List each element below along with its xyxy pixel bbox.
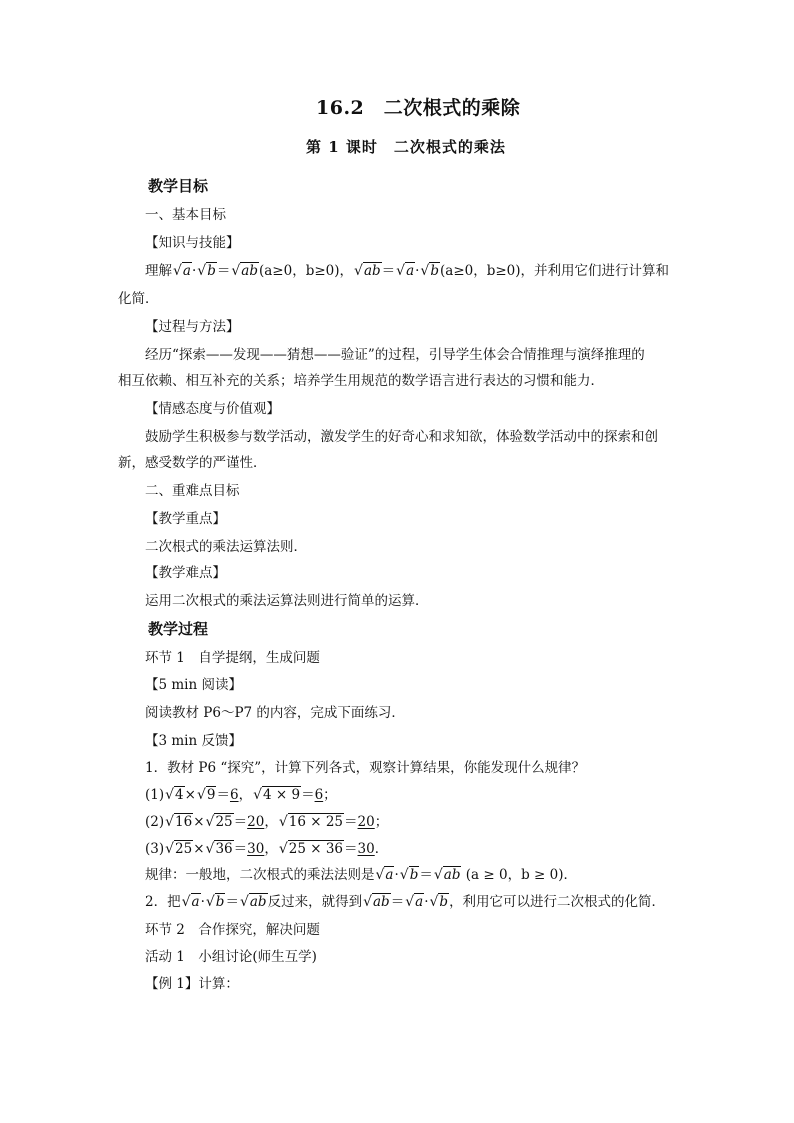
condition-1: (a≥0，b≥0)， [258, 263, 354, 279]
knowledge-skill-heading: 【知识与技能】 [145, 235, 240, 251]
process-paragraph-line2: 相互依赖、相互补充的关系；培养学生用规范的数学语言进行表达的习惯和能力． [118, 373, 604, 389]
sqrt-a: √a [173, 263, 191, 279]
lesson-subtitle: 第 1 课时 二次根式的乘法 [306, 138, 506, 156]
exercise-2: (2)√16×√25＝20，√16 × 25＝20； [145, 814, 389, 830]
attitude-paragraph-line2: 新，感受数学的严谨性． [118, 455, 267, 471]
process-paragraph-line1: 经历“探索——发现——猜想——验证”的过程，引导学生体会合情推理与演绎推理的 [145, 347, 645, 363]
sqrt-ab-2: √ab [354, 263, 381, 279]
basic-goal-heading: 一、基本目标 [145, 207, 226, 223]
condition-2: (a≥0，b≥0)，并利用它们进行计算和 [440, 263, 670, 279]
question-1: 1．教材 P6 “探究”，计算下列各式，观察计算结果，你能发现什么规律？ [145, 760, 586, 776]
page-title: 16.2 二次根式的乘除 [316, 97, 521, 119]
key-point-text: 二次根式的乘法运算法则． [145, 539, 307, 555]
difficulty-text: 运用二次根式的乘法运算法则进行简单的运算． [145, 593, 429, 609]
attitude-heading: 【情感态度与价值观】 [145, 401, 280, 417]
activity1-heading: 活动 1 小组讨论(师生互学) [145, 949, 317, 965]
exercise-3: (3)√25×√36＝30，√25 × 36＝30． [145, 841, 389, 857]
question-2: 2．把√a·√b＝√ab反过来，就得到√ab＝√a·√b，利用它可以进行二次根式的化简． [145, 894, 666, 910]
sqrt-ab: √ab [231, 263, 258, 279]
feedback-heading: 【3 min 反馈】 [145, 733, 242, 749]
heading-teaching-goals: 教学目标 [148, 177, 209, 195]
difficulty-heading: 【教学难点】 [145, 565, 226, 581]
rule-line: 规律：一般地，二次根式的乘法法则是√a·√b＝√ab (a ≥ 0，b ≥ 0)． [145, 867, 577, 883]
knowledge-paragraph-line1: 理解√a·√b＝√ab(a≥0，b≥0)，√ab＝√a·√b(a≥0，b≥0)，并利用它们进行计算和 [145, 263, 670, 279]
example1-heading: 【例 1】计算： [145, 976, 239, 992]
reading-heading: 【5 min 阅读】 [145, 677, 242, 693]
text-understand: 理解 [145, 263, 172, 279]
exercise-1: (1)√4×√9＝6，√4 × 9＝6； [145, 787, 337, 803]
step1-heading: 环节 1 自学提纲，生成问题 [145, 650, 320, 666]
sqrt-b-2: √b [420, 263, 439, 279]
key-goal-heading: 二、重难点目标 [145, 483, 240, 499]
sqrt-a-2: √a [396, 263, 415, 279]
key-point-heading: 【教学重点】 [145, 511, 226, 527]
step2-heading: 环节 2 合作探究，解决问题 [145, 922, 320, 938]
knowledge-paragraph-line2: 化简． [118, 291, 159, 307]
attitude-paragraph-line1: 鼓励学生积极参与数学活动，激发学生的好奇心和求知欲，体验数学活动中的探索和创 [145, 429, 658, 445]
heading-teaching-process: 教学过程 [148, 620, 209, 638]
process-method-heading: 【过程与方法】 [145, 319, 240, 335]
reading-text: 阅读教材 P6～P7 的内容，完成下面练习． [145, 705, 405, 721]
sqrt-b: √b [197, 263, 216, 279]
